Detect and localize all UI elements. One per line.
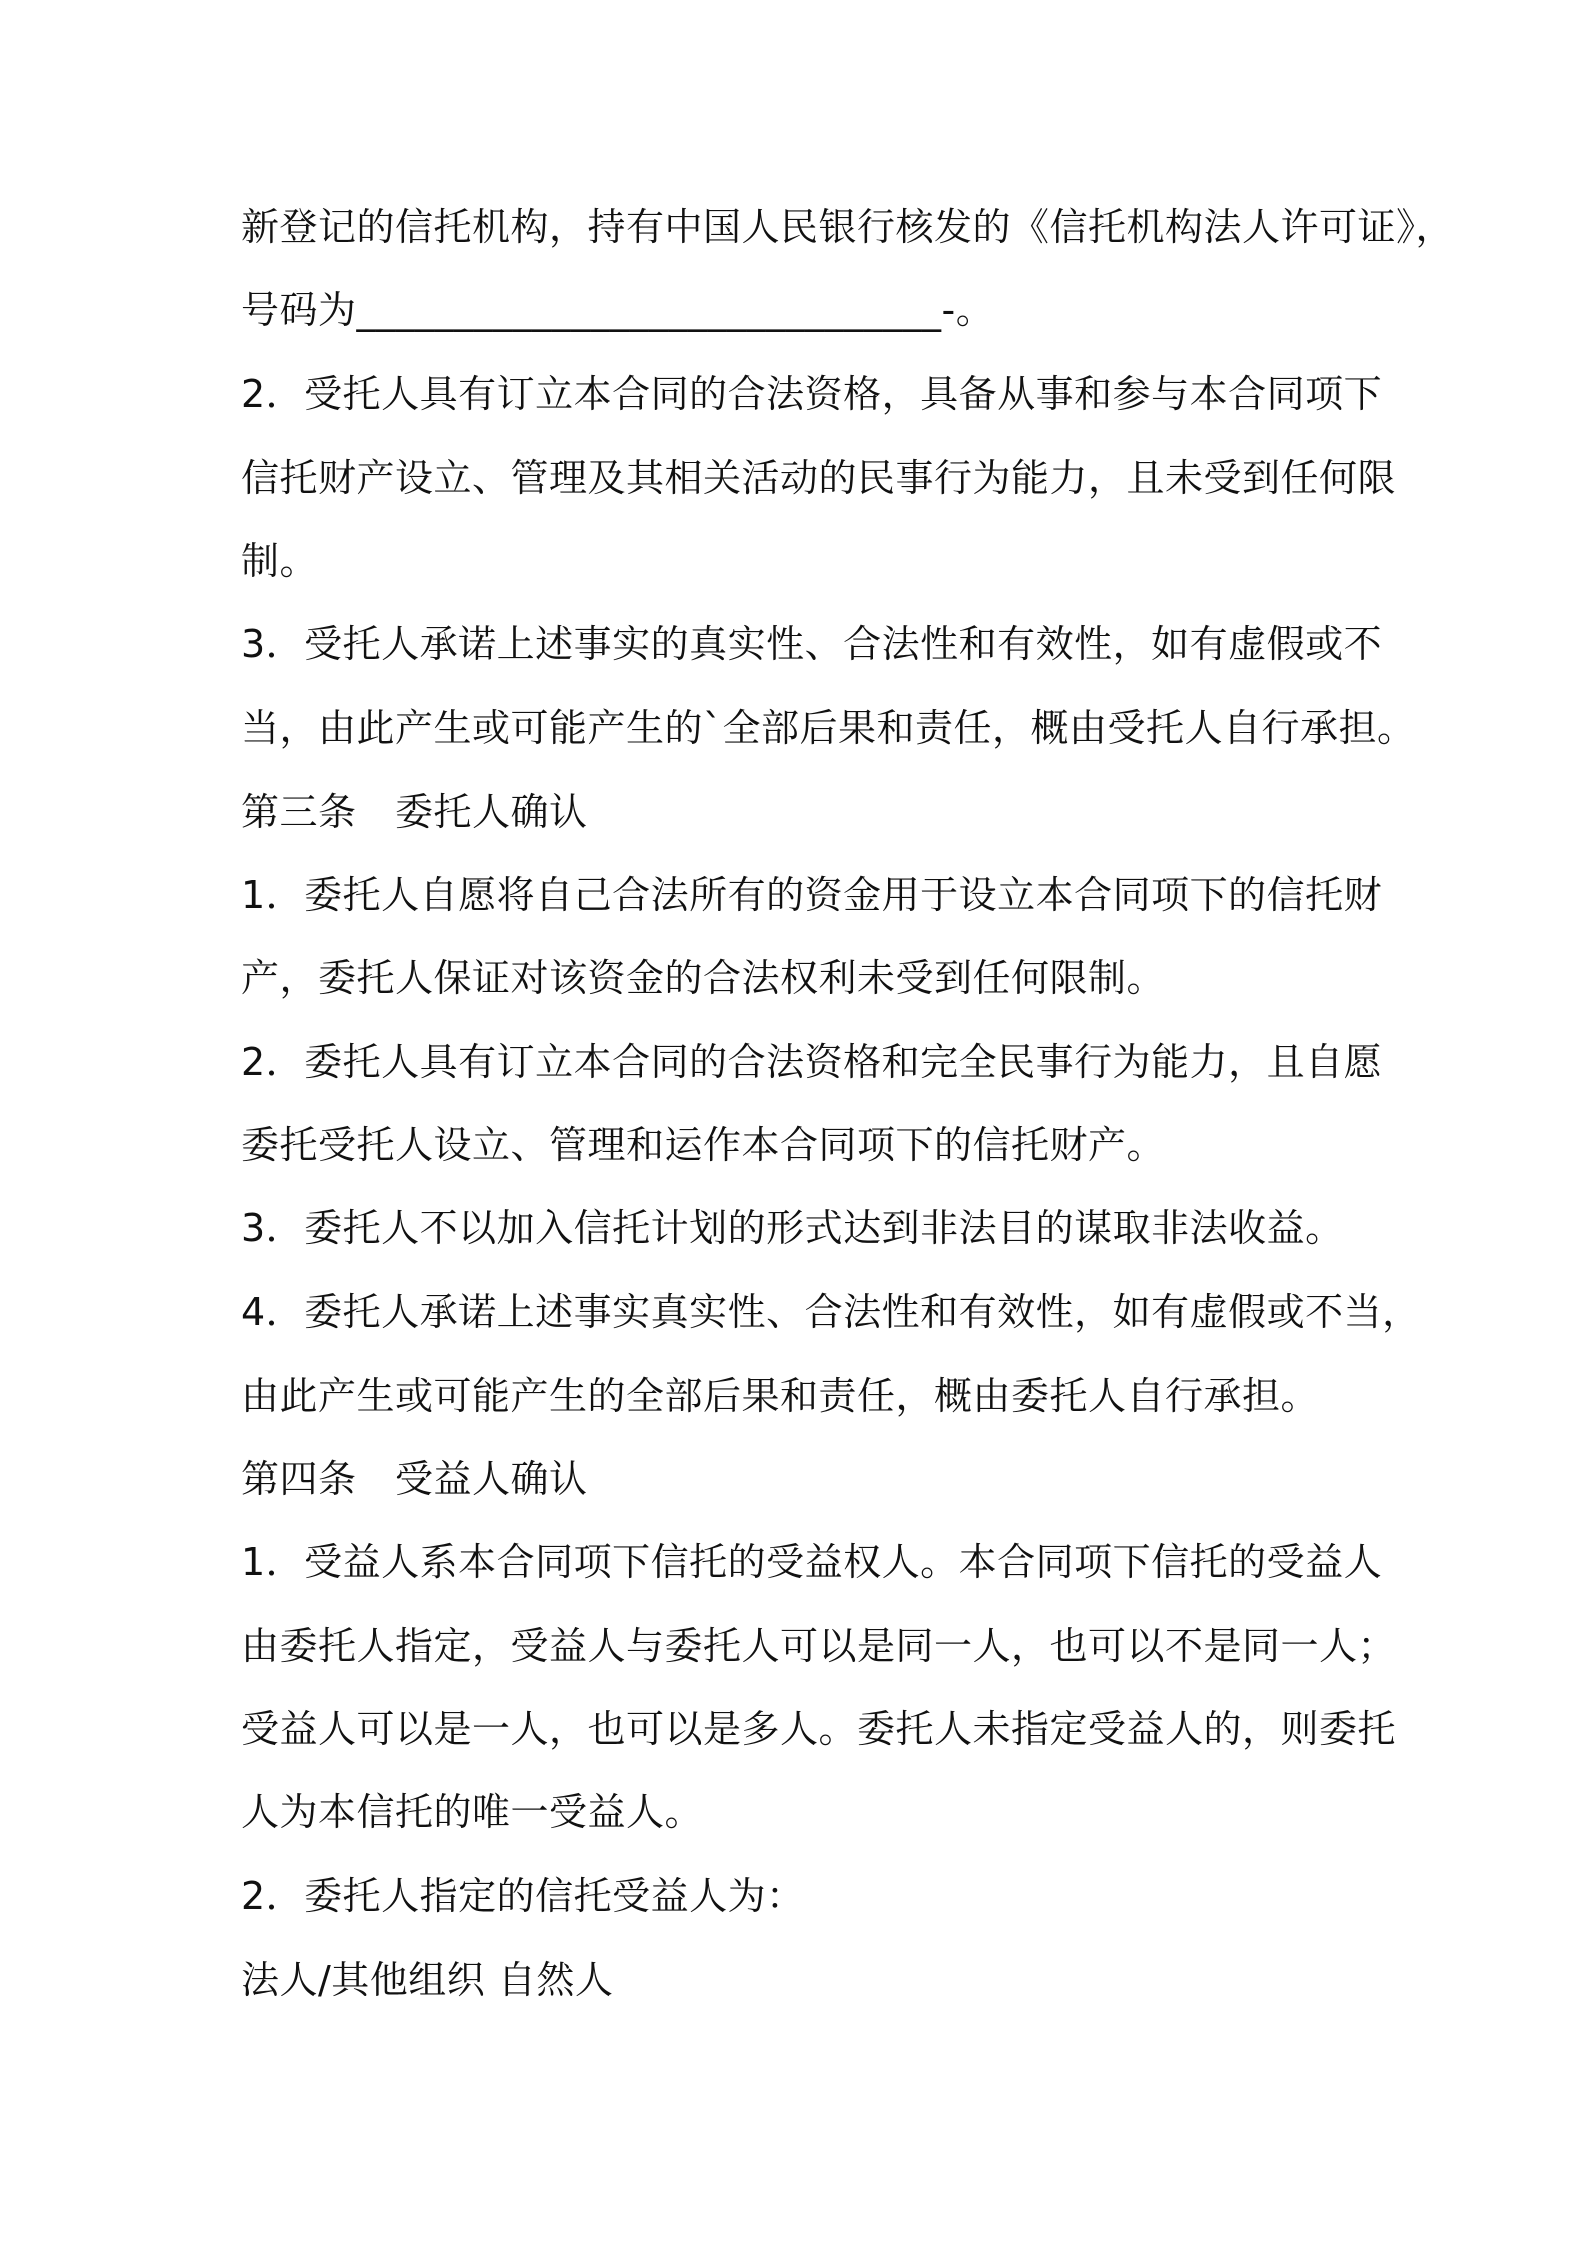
text-line: 受益人可以是一人，也可以是多人。委托人未指定受益人的，则委托 — [241, 1707, 1397, 1751]
text-line: 3．受托人承诺上述事实的真实性、合法性和有效性，如有虚假或不 — [241, 622, 1383, 666]
section-heading: 第四条 受益人确认 — [241, 1457, 588, 1501]
text-line: 2．受托人具有订立本合同的合法资格，具备从事和参与本合同项下 — [241, 372, 1383, 416]
text-line: 号码为______________________________-。 — [241, 288, 995, 332]
text-line: 当，由此产生或可能产生的`全部后果和责任，概由受托人自行承担。 — [241, 706, 1416, 750]
text-line: 产，委托人保证对该资金的合法权利未受到任何限制。 — [241, 956, 1166, 1000]
text-line: 2．委托人具有订立本合同的合法资格和完全民事行为能力，且自愿 — [241, 1040, 1383, 1084]
text-line: 新登记的信托机构，持有中国人民银行核发的《信托机构法人许可证》， — [241, 205, 1455, 249]
section-heading: 第三条 委托人确认 — [241, 790, 588, 834]
text-line: 信托财产设立、管理及其相关活动的民事行为能力，且未受到任何限 — [241, 456, 1397, 500]
text-line: 由此产生或可能产生的全部后果和责任，概由委托人自行承担。 — [241, 1374, 1320, 1418]
text-line: 1．委托人自愿将自己合法所有的资金用于设立本合同项下的信托财 — [241, 873, 1383, 917]
text-line: 1．受益人系本合同项下信托的受益权人。本合同项下信托的受益人 — [241, 1540, 1383, 1584]
text-line: 2．委托人指定的信托受益人为： — [241, 1874, 805, 1918]
text-line: 3．委托人不以加入信托计划的形式达到非法目的谋取非法收益。 — [241, 1206, 1344, 1250]
text-line: 制。 — [241, 539, 319, 583]
text-line: 由委托人指定，受益人与委托人可以是同一人，也可以不是同一人； — [241, 1624, 1397, 1668]
text-line: 人为本信托的唯一受益人。 — [241, 1790, 704, 1834]
text-line: 委托受托人设立、管理和运作本合同项下的信托财产。 — [241, 1123, 1166, 1167]
text-line: 法人/其他组织 自然人 — [241, 1958, 614, 2002]
text-line: 4．委托人承诺上述事实真实性、合法性和有效性，如有虚假或不当， — [241, 1290, 1421, 1334]
